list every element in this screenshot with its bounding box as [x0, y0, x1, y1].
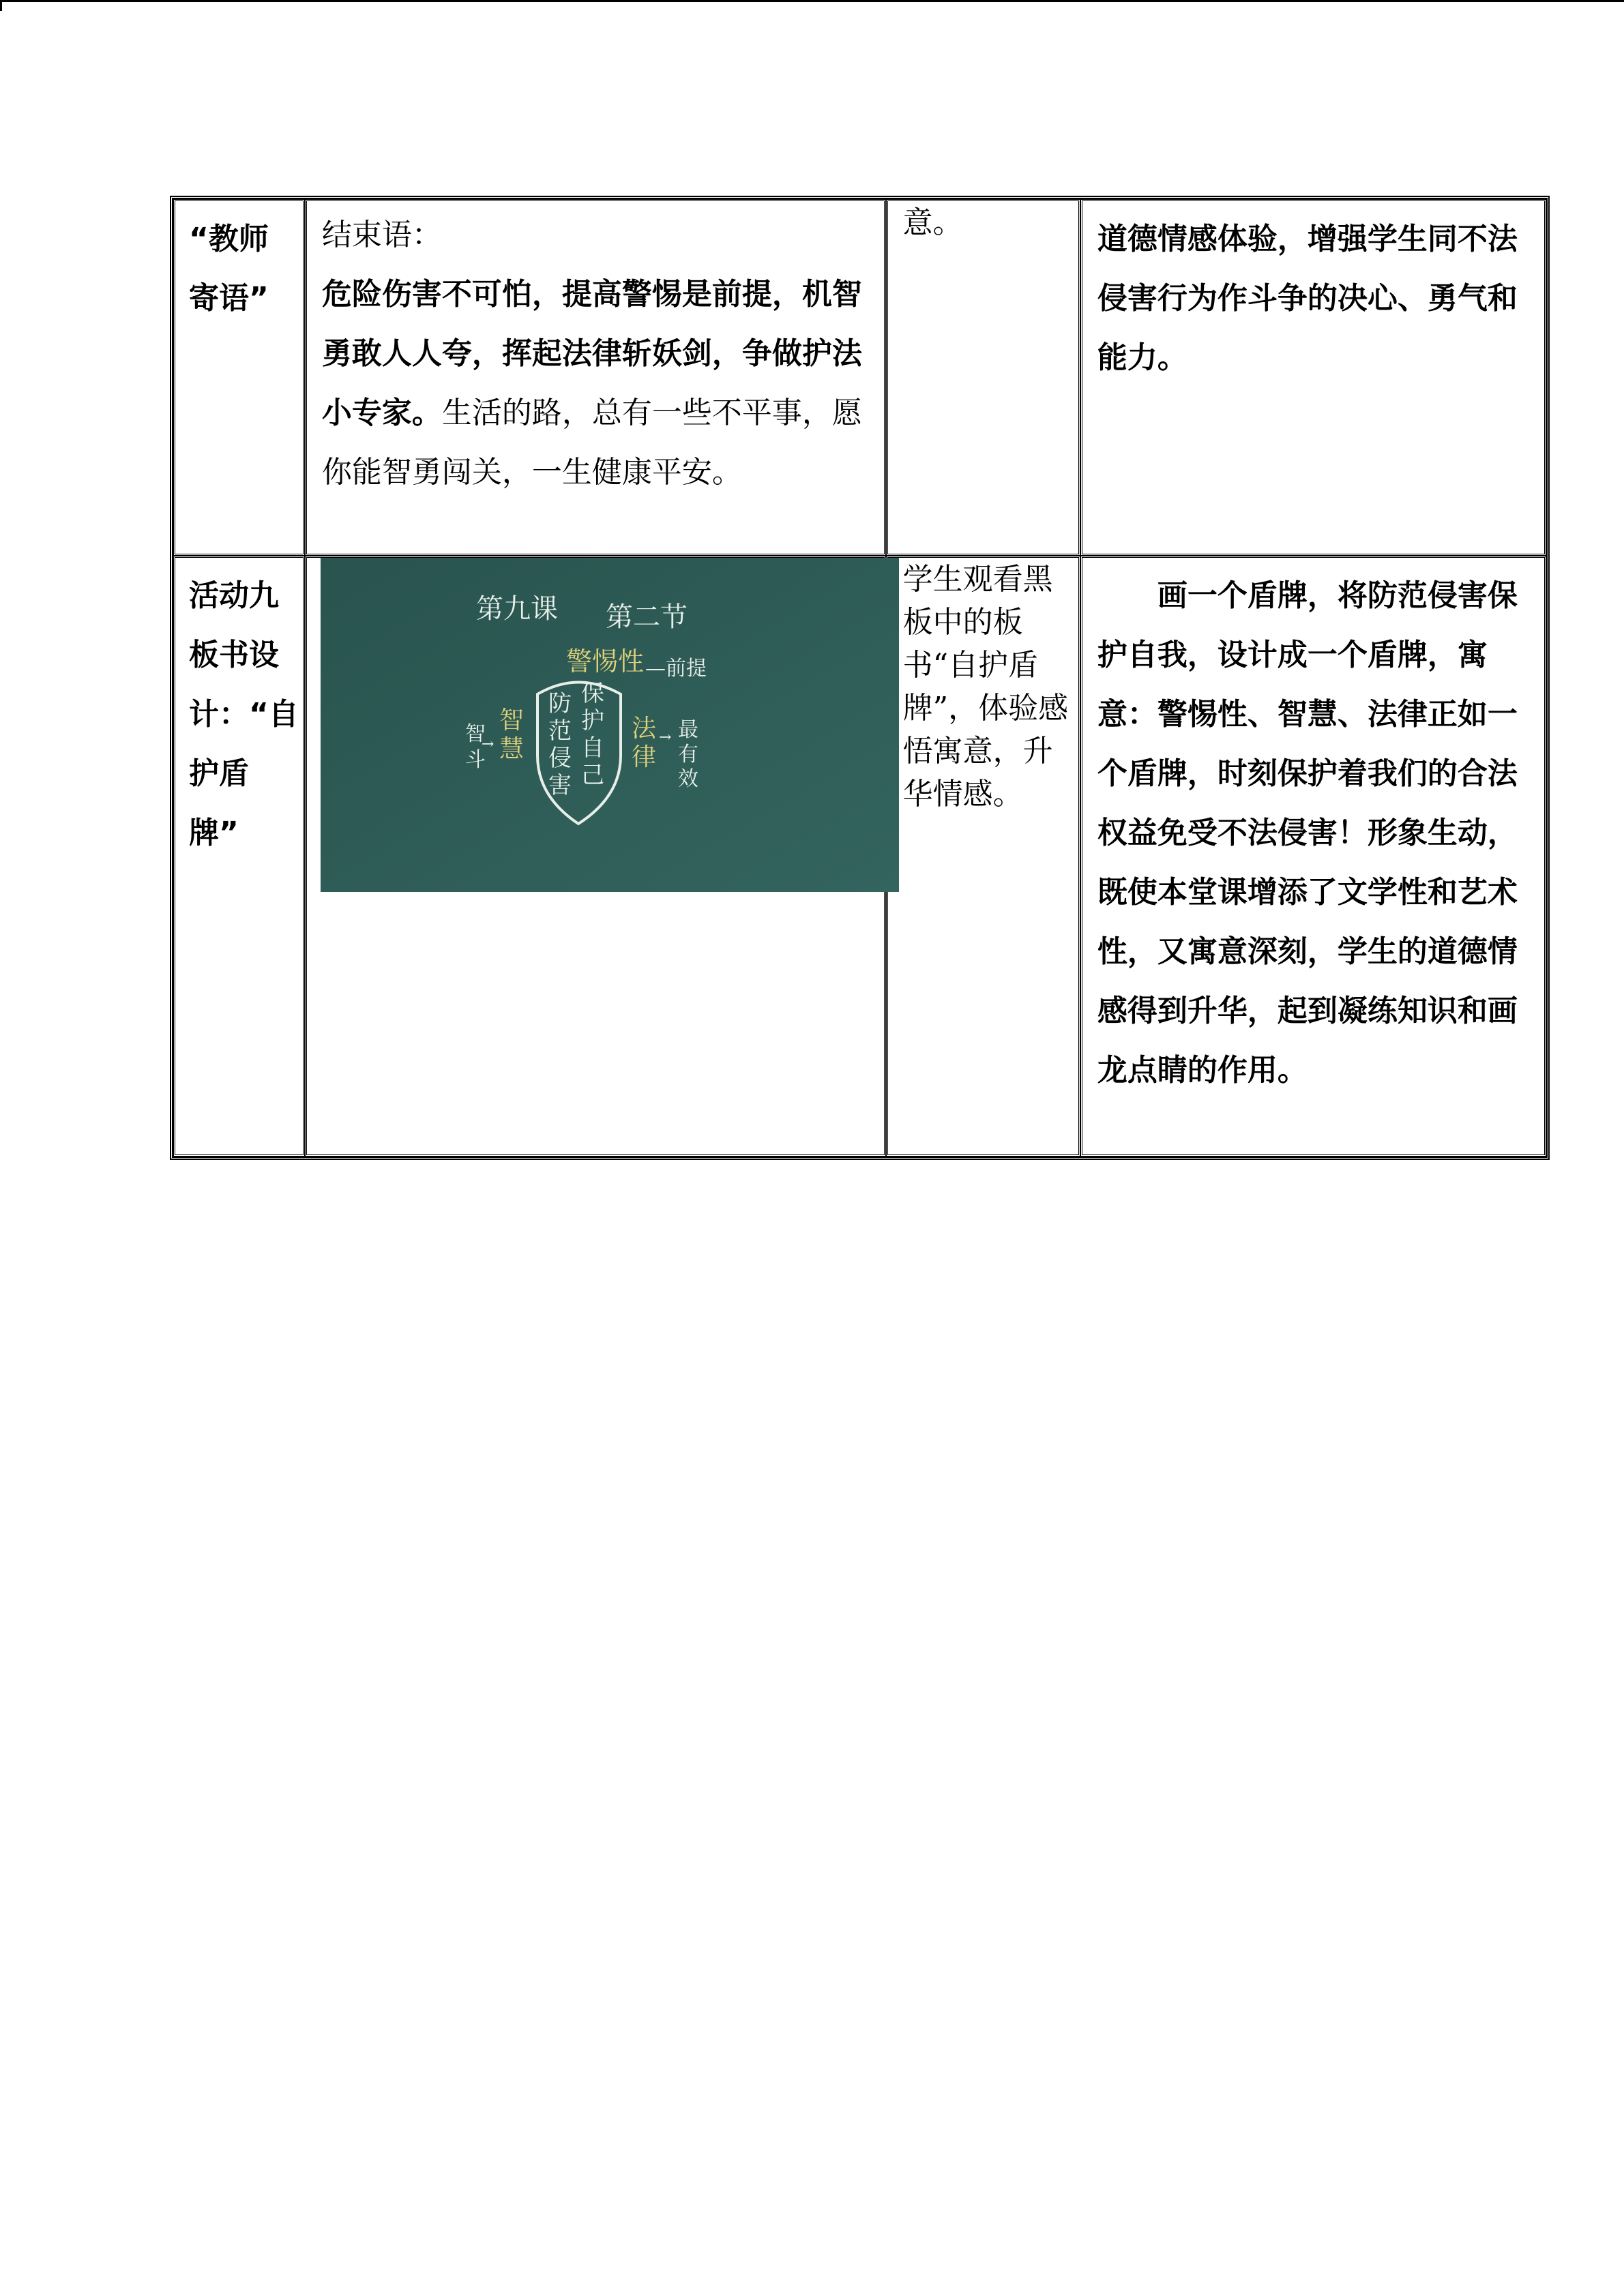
board-law-note-3: 效: [677, 767, 698, 791]
page-corner-mark: [0, 0, 2, 11]
content-cell: [305, 556, 886, 1157]
design-intent-text: 道德情感体验，增强学生同不法侵害行为作斗争的决心、勇气和能力。: [1097, 222, 1518, 375]
closing-lead: 结束语：: [321, 218, 442, 252]
board-lesson: 第九课: [475, 593, 558, 625]
board-wisdom-note-1: 智: [464, 722, 486, 746]
page-top-border: [0, 0, 1624, 2]
student-activity-text: 意。: [902, 205, 963, 240]
closing-remarks: [307, 201, 884, 506]
board-wisdom-arrow: →: [481, 736, 494, 753]
closing-wish: 生活的路，总有一些不平事，愿你能智勇闯关，一生健康平安。: [321, 396, 862, 490]
activity-title: “教师寄语”: [189, 222, 269, 316]
board-wisdom-1: 智: [499, 706, 524, 734]
board-law-1: 法: [631, 715, 656, 743]
activity-cell: [173, 199, 305, 556]
shield-text-left-4: 害: [548, 772, 572, 799]
board-law-note-2: 有: [677, 743, 698, 766]
design-intent-cell: [1080, 556, 1546, 1157]
shield-text-left-2: 范: [548, 717, 572, 745]
student-activity-cell: [886, 556, 1080, 1157]
shield-text-left-1: 防: [548, 690, 572, 717]
board-alert-suffix: —前提: [645, 657, 707, 681]
board-law-arrow: →: [658, 729, 672, 746]
shield-text-left-3: 侵: [548, 745, 572, 772]
design-intent-cell: [1080, 199, 1546, 556]
blackboard-drawing: [321, 558, 899, 892]
board-section: 第二节: [605, 601, 688, 633]
table-row-board-design: [173, 556, 1546, 1157]
lesson-plan-table: [170, 196, 1550, 1160]
shield-text-right-3: 自: [580, 734, 604, 762]
board-wisdom-note-2: 斗: [464, 748, 486, 772]
board-law-note-1: 最: [677, 718, 698, 742]
shield-text-right-4: 己: [580, 762, 604, 789]
closing-verse: 危险伤害不可怕，提高警惕是前提，机智勇敢人人夸，挥起法律斩妖剑，争做护法小专家。: [321, 277, 862, 430]
student-activity-text: 学生观看黑板中的板书“自护盾牌”，体验感悟寓意，升华情感。: [902, 562, 1069, 811]
board-alert: 警惕性: [565, 646, 644, 676]
shield-text-right-2: 护: [580, 707, 604, 734]
blackboard-photo: [321, 558, 899, 892]
board-law-2: 律: [631, 743, 656, 771]
shield-text-right-1: 保: [580, 680, 604, 707]
content-cell: [305, 199, 886, 556]
activity-cell: [173, 556, 305, 1157]
activity-title: 活动九板书设计：“自护盾牌”: [189, 578, 299, 850]
table-row-teacher-message: [173, 199, 1546, 556]
design-intent-text: 画一个盾牌，将防范侵害保护自我，设计成一个盾牌，寓意：警惕性、智慧、法律正如一个盾牌，时刻保护着我们的合法权益免受不法侵害！形象生动，既使本堂课增添了文学性和艺术性，又寓意深刻，学生的道德情感得到升华，起到凝练知识和画龙点睛的作用。: [1097, 578, 1518, 1088]
board-wisdom-2: 慧: [499, 735, 524, 763]
student-activity-cell: [886, 199, 1080, 556]
